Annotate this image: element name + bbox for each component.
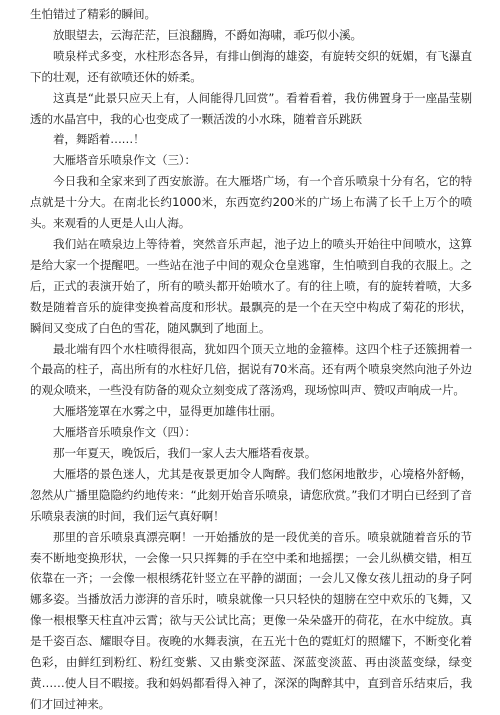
document-page xyxy=(30,4,472,715)
paragraph-music-fountain: 那里的音乐喷泉真漂亮啊！一开始播放的是一段优美的音乐。喷泉就随着音乐的节奏不断地变换形状，一会像一只只挥舞的手在空中柔和地摇摆；一会儿纵横交错，相互依靠在一齐；一会像一根根绣花针竖立在平静的湖面；一会儿又像女孩儿扭动的身子阿娜多姿。当播放活力澎湃的音乐时，喷泉就像一只只轻快的翅膀在空中欢乐的飞舞，又像一根根擎天柱直冲云霄；欲与天公试比高；更像一朵朵盛开的荷花，在水中绽放。真是千姿百态、耀眼夺目。夜晚的水舞表演，在五光十色的霓虹灯的照耀下，不断变化着色彩，由鲜红到粉红、粉红变紫、又由紫变深蓝、深蓝变淡蓝、再由淡蓝变绿，绿变黄……使人目不暇接。我和妈妈都看得入神了，深深的陶醉其中，直到音乐结束后，我们才回过神来。 xyxy=(30,529,472,711)
paragraph-north-columns: 最北端有四个水柱喷得很高，犹如四个顶天立地的金箍棒。这四个柱子还簇拥着一个最高的柱子，高出所有的水柱好几倍，据说有70米高。还有两个喷泉突然向池子外边的观众喷来，一些没有防备的观众立刻变成了落汤鸡，现场惊叫声、赞叹声响成一片。 xyxy=(30,341,472,398)
essay-title-three: 大雁塔音乐喷泉作文（三）： xyxy=(53,153,196,168)
paragraph-crystal-palace: 这真是“此景只应天上有，人间能得几回赏”。看着看着，我仿佛置身于一座晶莹剔透的水晶宫中，我的心也变成了一颗活泼的小水珠，随着音乐跳跃 xyxy=(30,90,472,126)
paragraph-fountain-styles: 喷泉样式多变，水柱形态各异，有排山倒海的雄姿，有旋转交织的妩媚，有飞瀑直下的壮观，还有欲喷还休的娇柔。 xyxy=(30,48,472,84)
paragraph-night-scene: 大雁塔的景色迷人，尤其是夜景更加令人陶醉。我们悠闲地散步，心境格外舒畅，忽然从广播里隐隐约约地传来：“此刻开始音乐喷泉，请您欣赏。”我们才明白已经到了音乐喷泉表演的时间，我们运气真好啊！ xyxy=(30,466,472,523)
paragraph-pagoda-mist: 大雁塔笼罩在水雾之中，显得更加雄伟壮丽。 xyxy=(53,404,282,419)
paragraph-waiting-fountain: 我们站在喷泉边上等待着，突然音乐声起，池子边上的喷头开始往中间喷水，这算是给大家一个提醒吧。一些站在池子中间的观众仓皇逃窜，生怕喷到自我的衣服上。之后，正式的表演开始了，所有的喷头都开始喷水了。有的往上喷，有的旋转着喷，大多数是随着音乐的旋律变换着高度和形状。最飘亮的是一个在天空中构成了菊花的形状，瞬间又变成了白色的雪花，随风飘到了地面上。 xyxy=(30,236,472,335)
paragraph-summer-evening: 那一年夏天，晚饭后，我们一家人去大雁塔看夜景。 xyxy=(53,446,317,461)
paragraph-sea-of-clouds: 放眼望去，云海茫茫，巨浪翻腾，不爵如海啸，乖巧似小溪。 xyxy=(53,27,362,42)
essay-title-four: 大雁塔音乐喷泉作文（四）： xyxy=(53,425,196,440)
paragraph-continuation: 生怕错过了精彩的瞬间。 xyxy=(30,7,156,21)
paragraph-xian-travel: 今日我和全家来到了西安旅游。在大雁塔广场，有一个音乐喷泉十分有名，它的特点就是十分大。在南北长约1000米，东西宽约200米的广场上布满了长千上万个的喷头。来观看的人更是人山人海。 xyxy=(30,174,472,231)
paragraph-dancing: 着，舞蹈着……！ xyxy=(53,132,145,147)
